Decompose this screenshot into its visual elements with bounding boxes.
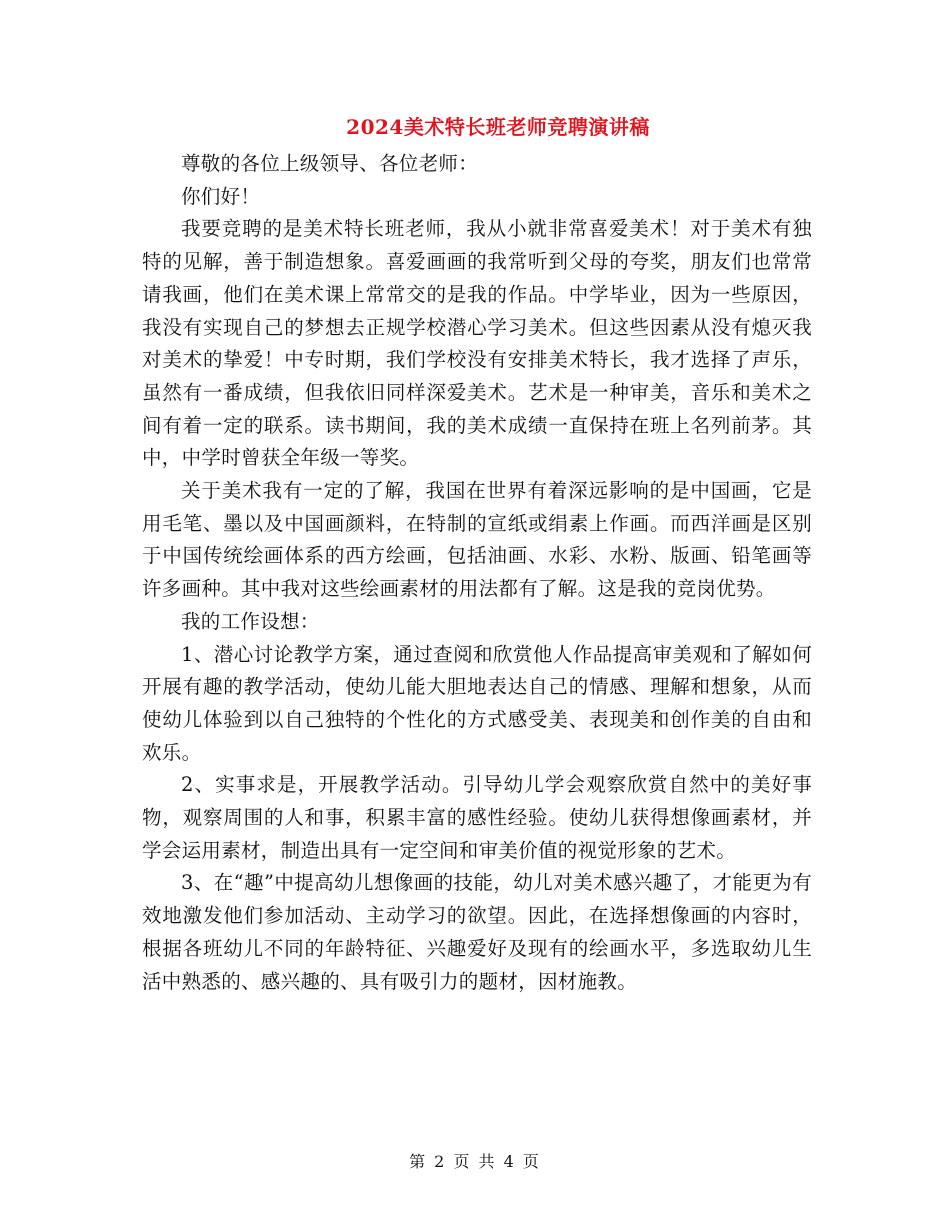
plan-item-1-paragraph: 1、潜心讨论教学方案，通过查阅和欣赏他人作品提高审美观和了解如何开展有趣的教学活动，使幼儿能大胆地表达自己的情感、理解和想象，从而使幼儿体验到以自己独特的个性化的方式感受美、表现美和创作美的自由和欢乐。 (142, 642, 812, 764)
document-title: 2024美术特长班老师竞聘演讲稿 (346, 115, 650, 139)
knowledge-paragraph: 关于美术我有一定的了解，我国在世界有着深远影响的是中国画，它是用毛笔、墨以及中国画颜料，在特制的宣纸或绢素上作画。而西洋画是区别于中国传统绘画体系的西方绘画，包括油画、水彩、水粉、版画、铅笔画等许多画种。其中我对这些绘画素材的用法都有了解。这是我的竞岗优势。 (142, 479, 812, 601)
plan-item-2-paragraph: 2、实事求是，开展教学活动。引导幼儿学会观察欣赏自然中的美好事物，观察周围的人和事，积累丰富的感性经验。使幼儿获得想像画素材，并学会运用素材，制造出具有一定空间和审美价值的视觉形象的艺术。 (142, 773, 812, 862)
intro-paragraph: 我要竞聘的是美术特长班老师，我从小就非常喜爱美术！对于美术有独特的见解，善于制造想象。喜爱画画的我常听到父母的夸奖，朋友们也常常请我画，他们在美术课上常常交的是我的作品。中学毕业，因为一些原因，我没有实现自己的梦想去正规学校潜心学习美术。但这些因素从没有熄灭我对美术的挚爱！中专时期，我们学校没有安排美术特长，我才选择了声乐，虽然有一番成绩，但我依旧同样深爱美术。艺术是一种审美，音乐和美术之间有着一定的联系。读书期间，我的美术成绩一直保持在班上名列前茅。其中，中学时曾获全年级一等奖。 (142, 217, 812, 470)
plan-heading-paragraph: 我的工作设想： (181, 609, 320, 633)
salutation-paragraph: 尊敬的各位上级领导、各位老师： (181, 152, 479, 175)
page-footer: 第 2 页 共 4 页 (409, 1152, 541, 1171)
plan-item-3-paragraph: 3、在“趣”中提高幼儿想像画的技能，幼儿对美术感兴趣了，才能更为有效地激发他们参加活动、主动学习的欲望。因此，在选择想像画的内容时，根据各班幼儿不同的年龄特征、兴趣爱好及现有的绘画水平，多选取幼儿生活中熟悉的、感兴趣的、具有吸引力的题材，因材施教。 (142, 871, 812, 993)
greeting-paragraph: 你们好！ (181, 184, 261, 208)
document-body (142, 148, 812, 998)
